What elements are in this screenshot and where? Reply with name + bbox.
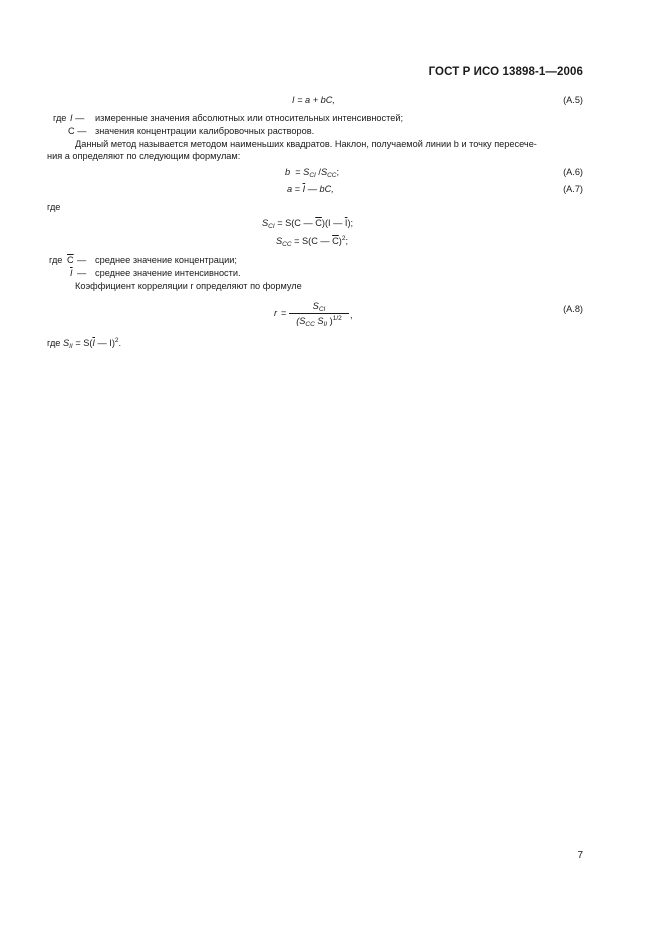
eq-scc-s: S (276, 236, 283, 246)
eq-a6-s1: S (303, 167, 310, 177)
eq-scc-sup: 2 (341, 235, 346, 242)
eq-a5-lhs: I (292, 95, 295, 105)
def-cbar-symbol: $\overline{C}$ (67, 255, 74, 265)
eq-a7-rest: — bC, (307, 184, 334, 194)
eq-a8-num-s: S (312, 301, 319, 311)
page-number: 7 (577, 850, 583, 861)
final-sup: 2 (114, 337, 119, 344)
eq-a8-den-sub1: CC (305, 321, 315, 328)
final-definition-line (47, 337, 121, 351)
def-cbar-dash: — (77, 255, 87, 265)
eq-a8-fraction (289, 300, 349, 330)
final-expr1: = S( (75, 338, 93, 348)
eq-sci-cbar: $\overline{C}$ (315, 218, 322, 228)
eq-sci-expr1: = S(C — (277, 218, 313, 228)
eq-a6-s2-sub: CC (327, 172, 337, 179)
def-cbar-text: среднее значение концентрации; (95, 255, 237, 265)
eq-a8-eq: = (281, 308, 287, 318)
eq-a8-den-sub2: II (323, 321, 328, 328)
final-prefix: где (47, 338, 61, 348)
eq-a8-den-open: (S (296, 316, 306, 326)
def-ibar-dash: — (77, 268, 87, 278)
final-expr2: — I) (97, 338, 115, 348)
eq-a8-den-mid: S (317, 316, 324, 326)
gde-label: где (47, 202, 61, 212)
equation-a8-number: (A.8) (563, 304, 583, 314)
equation-scc (276, 235, 348, 249)
equation-a7-number: (A.7) (563, 184, 583, 194)
page-header-title: ГОСТ Р ИСО 13898-1—2006 (428, 66, 583, 78)
equation-sci (262, 217, 353, 231)
def-1-symbol: I — (70, 113, 85, 123)
def-1-prefix: где (53, 113, 67, 123)
def-cbar-prefix: где (49, 255, 63, 265)
eq-sci-expr3: ); (347, 218, 354, 228)
def-ibar-text: среднее значение интенсивности. (95, 268, 241, 278)
paragraph-2: Коэффициент корреляции r определяют по формуле (75, 281, 302, 291)
eq-a8-den-sup: 1/2 (332, 315, 342, 322)
eq-scc-sub: CC (282, 241, 292, 248)
final-s: S (62, 338, 70, 348)
eq-sci-s: S (262, 218, 269, 228)
equation-a6 (285, 166, 339, 180)
def-2-symbol: C — (68, 126, 87, 136)
eq-a8-tail: , (350, 310, 353, 320)
def-ibar-symbol: $\overline{I}$ (70, 268, 73, 278)
equation-a6-number: (A.6) (563, 167, 583, 177)
final-tail: . (118, 338, 122, 348)
def-2-text: значения концентрации калибровочных растворов. (95, 126, 315, 136)
eq-a6-s1-sub: CI (309, 172, 316, 179)
eq-a8-fraction-bar (289, 313, 349, 314)
eq-sci-sub: CI (268, 223, 275, 230)
eq-a7-ibar: $\overline{I}$ (302, 184, 306, 194)
eq-a8-lhs: r (274, 308, 278, 318)
eq-scc-cbar: $\overline{C}$ (332, 236, 339, 246)
eq-a6-s2: S (320, 167, 328, 177)
eq-sci-expr2: )(I — (321, 218, 343, 228)
eq-a8-den-close: ) (329, 316, 333, 326)
eq-a6-slash: / (318, 167, 321, 177)
eq-a7-eq: = (294, 184, 301, 194)
final-sub: II (69, 343, 73, 350)
eq-scc-expr2: ) (338, 236, 342, 246)
final-ibar: $\overline{I}$ (92, 338, 95, 348)
eq-sci-ibar: $\overline{I}$ (344, 218, 348, 228)
eq-a5-rhs: = a + bC, (297, 95, 335, 105)
eq-scc-expr1: = S(C — (294, 236, 330, 246)
eq-a6-eq: = (295, 167, 301, 177)
eq-a8-numerator (289, 300, 349, 314)
def-1-text: измеренные значения абсолютных или относительных интенсивностей; (95, 113, 404, 123)
eq-a8-denominator (289, 315, 349, 329)
equation-a5-number: (A.5) (563, 95, 583, 105)
eq-a8-num-sub: CI (318, 306, 326, 313)
eq-a7-lhs: a (287, 184, 293, 194)
eq-a6-lhs: b (285, 167, 291, 177)
equation-a5 (292, 94, 335, 106)
equation-a7 (287, 183, 334, 195)
paragraph-1-line-2: ния a определяют по следующим формулам: (47, 151, 241, 161)
eq-scc-tail: ; (345, 236, 349, 246)
eq-a6-tail: ; (336, 167, 340, 177)
paragraph-1-line-1: Данный метод называется методом наименьших квадратов. Наклон, получаемой линии b и точку пересече- (75, 139, 537, 149)
